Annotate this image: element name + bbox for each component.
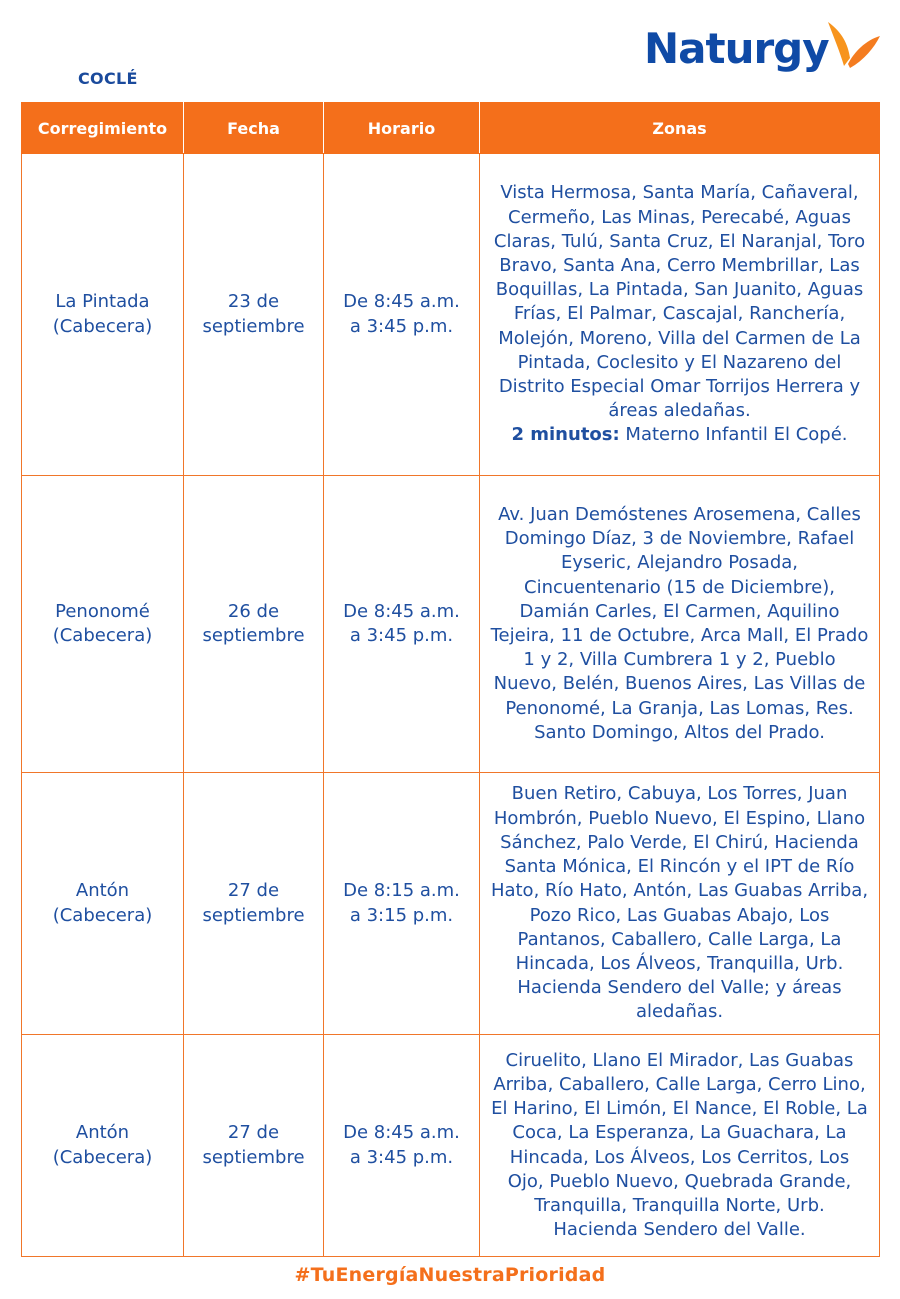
cell-fecha: 27 de septiembre xyxy=(184,1035,324,1257)
cell-zonas xyxy=(480,773,880,1035)
header-horario: Horario xyxy=(324,103,480,154)
cell-zonas xyxy=(480,1035,880,1257)
table-row xyxy=(22,476,880,773)
header-corregimiento: Corregimiento xyxy=(22,103,184,154)
zones-text: Ciruelito, Llano El Mirador, Las Guabas Arriba, Caballero, Calle Larga, Cerro Lino, El Harino, El Limón, El Nance, El Roble, La Coca, La Esperanza, La Guachara, La Hincada, Los Álveos, Los Cerritos, Los Ojo, Pueblo Nuevo, Quebrada Grande, Tranquilla, Tranquilla Norte, Urb. Hacienda Sendero del Valle. xyxy=(491,1049,868,1241)
cell-fecha: 26 de septiembre xyxy=(184,476,324,773)
cell-corregimiento: Antón (Cabecera) xyxy=(22,1035,184,1257)
table-row xyxy=(22,154,880,476)
zones-text: Av. Juan Demóstenes Arosemena, Calles Domingo Díaz, 3 de Noviembre, Rafael Eyseric, Alejandro Posada, Cincuentenario (15 de Diciembre), Damián Carles, El Carmen, Aquilino Tejeira, 11 de Octubre, Arca Mall, El Prado 1 y 2, Villa Cumbrera 1 y 2, Pueblo Nuevo, Belén, Buenos Aires, Las Villas de Penonomé, La Granja, Las Lomas, Res. Santo Domingo, Altos del Prado. xyxy=(490,503,869,743)
cell-corregimiento: Penonomé (Cabecera) xyxy=(22,476,184,773)
cell-fecha: 23 de septiembre xyxy=(184,154,324,476)
header-fecha: Fecha xyxy=(184,103,324,154)
cell-corregimiento: Antón (Cabecera) xyxy=(22,773,184,1035)
table-row xyxy=(22,1035,880,1257)
cell-horario: De 8:45 a.m. a 3:45 p.m. xyxy=(324,476,480,773)
header-zonas: Zonas xyxy=(480,103,880,154)
outage-schedule-table xyxy=(21,102,880,1257)
region-label: COCLÉ xyxy=(78,69,138,88)
note-text: Materno Infantil El Copé. xyxy=(619,424,848,446)
cell-horario: De 8:45 a.m. a 3:45 p.m. xyxy=(324,154,480,476)
table-header-row xyxy=(22,103,880,154)
cell-horario: De 8:15 a.m. a 3:15 p.m. xyxy=(324,773,480,1035)
zones-text: Buen Retiro, Cabuya, Los Torres, Juan Hombrón, Pueblo Nuevo, El Espino, Llano Sánchez, Palo Verde, El Chirú, Hacienda Santa Mónica, El Rincón y el IPT de Río Hato, Río Hato, Antón, Las Guabas Arriba, Pozo Rico, Las Guabas Abajo, Los Pantanos, Caballero, Calle Larga, La Hincada, Los Álveos, Tranquilla, Urb. Hacienda Sendero del Valle; y áreas aledañas. xyxy=(490,783,869,1023)
footer-hashtag: #TuEnergíaNuestraPrioridad xyxy=(294,1264,606,1286)
zones-text: Vista Hermosa, Santa María, Cañaveral, Cermeño, Las Minas, Perecabé, Aguas Claras, Tulú, Santa Cruz, El Naranjal, Toro Bravo, Santa Ana, Cerro Membrillar, Las Boquillas, La Pintada, San Juanito, Aguas Frías, El Palmar, Cascajal, Ranchería, Molejón, Moreno, Villa del Carmen de La Pintada, Coclesito y El Nazareno del Distrito Especial Omar Torrijos Herrera y áreas aledañas. xyxy=(493,182,866,422)
cell-zonas xyxy=(480,476,880,773)
cell-fecha: 27 de septiembre xyxy=(184,773,324,1035)
naturgy-logo xyxy=(644,18,884,88)
note-label: 2 minutos: xyxy=(511,424,620,446)
cell-corregimiento: La Pintada (Cabecera) xyxy=(22,154,184,476)
table-row xyxy=(22,773,880,1035)
cell-horario: De 8:45 a.m. a 3:45 p.m. xyxy=(324,1035,480,1257)
butterfly-icon xyxy=(824,18,884,74)
cell-zonas xyxy=(480,154,880,476)
brand-name: Naturgy xyxy=(644,24,829,73)
